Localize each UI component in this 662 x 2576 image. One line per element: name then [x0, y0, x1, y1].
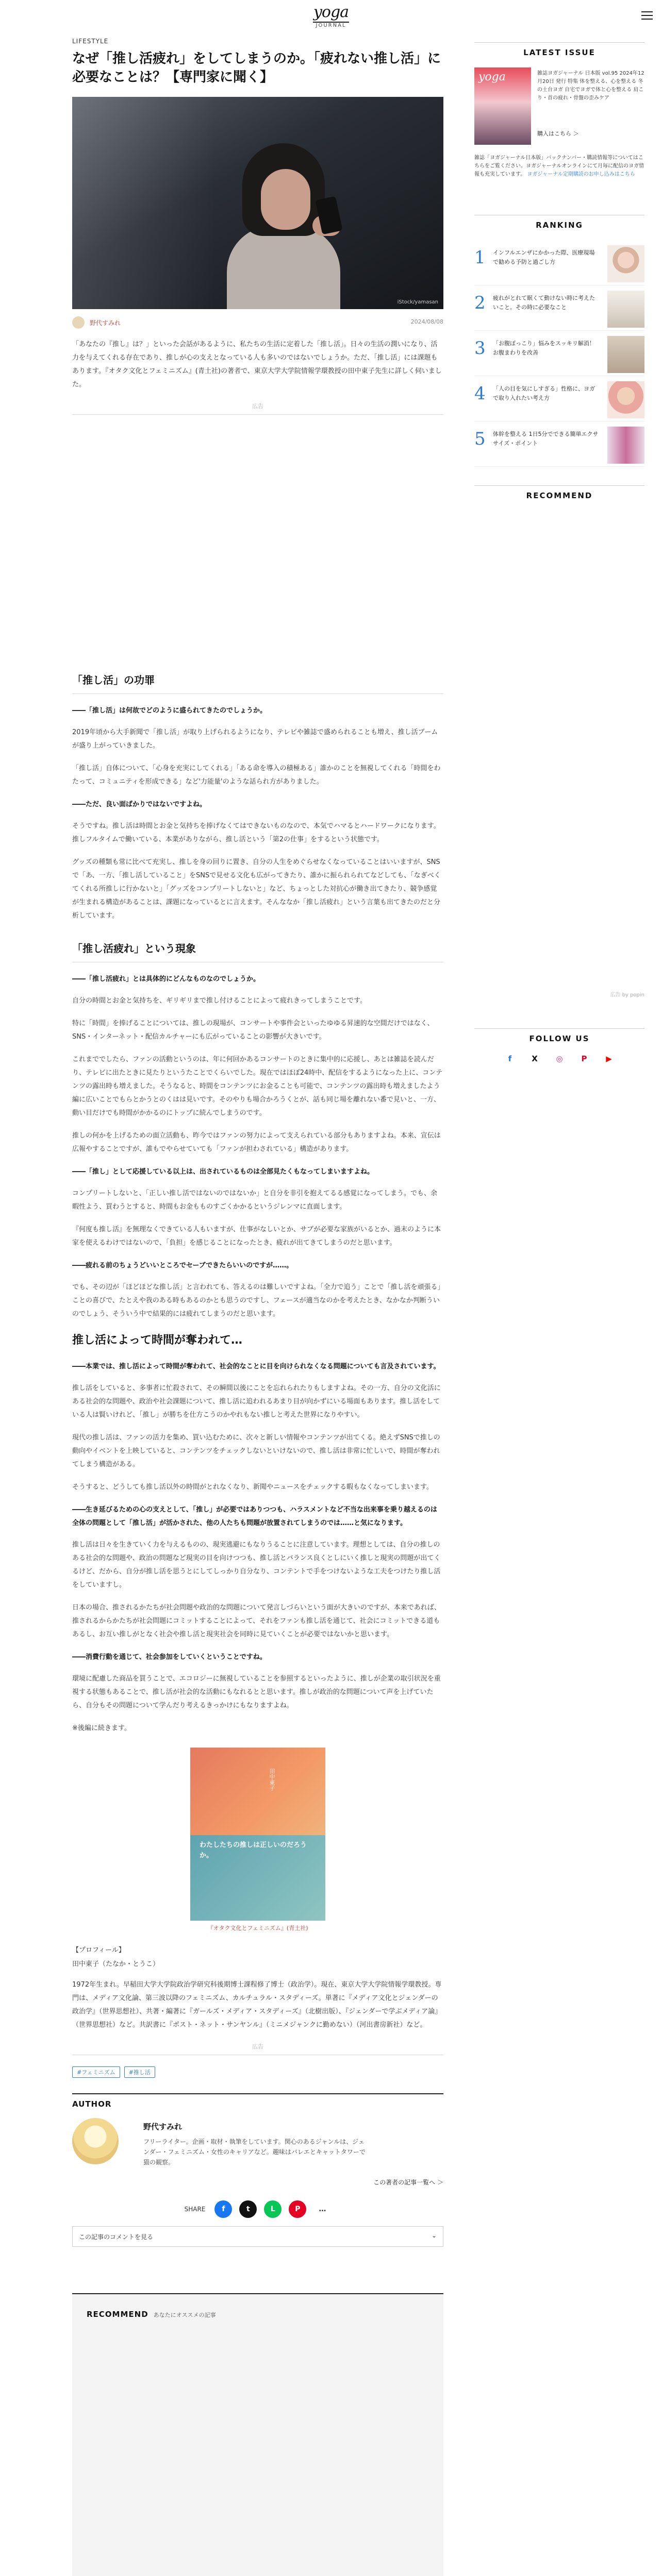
- latest-issue-note: 雑誌「ヨガジャーナル日本版」バックナンバー・購読情報等についてはこちらをご覧ください。ヨガジャーナルオンラインにて月毎に配信のヨガ情報も充実しています。 ヨガジャーナル定期購読のお申し込みはこちら: [474, 155, 644, 177]
- interview-question: ――「推し」として応援している以上は、出されているものは全部見たくもなってしまいますよね。: [72, 1168, 374, 1176]
- menu-icon[interactable]: [641, 11, 653, 20]
- author-heading: AUTHOR: [72, 2099, 112, 2109]
- paragraph: そうですね。推し活は時間とお金と気持ちを捧げなくてはできないものなので、本気でハマるとハードワークになります。推しフルタイムで働いている、本業がありながら、推し活という「第2の仕事」をするという状態です。: [72, 822, 440, 843]
- share-label: SHARE: [184, 2206, 206, 2213]
- ranking-heading: RANKING: [536, 221, 583, 230]
- book-cover-image[interactable]: [190, 1748, 325, 1921]
- rank-number: 1: [474, 247, 486, 268]
- rank-title: 「人の目を気にしすぎる」性格に、ヨガで取り入れたい考え方: [493, 385, 595, 401]
- rank-number: 2: [474, 293, 486, 313]
- comments-dropdown-label: この記事のコメントを見る: [79, 2233, 154, 2241]
- paragraph: 『何度も推し活』を無理なくできている人もいますが、仕事がなしいとか、サブが必要な家族がいるとか、過末のように本家を使えるわけではないので、「負担」を感じることになったとき、疲れが出てきてしまうのだと思います。: [72, 1226, 441, 1247]
- recommend-subheading: あなたにオススメの記事: [153, 2312, 216, 2318]
- follow-heading: FOLLOW US: [529, 1034, 590, 1043]
- hero-image: [72, 97, 443, 309]
- facebook-icon[interactable]: f: [508, 1054, 512, 1063]
- book-caption-link[interactable]: 『オタク文化とフェミニズム』(青土社): [207, 1925, 308, 1931]
- rank-thumbnail: [607, 245, 644, 282]
- pinterest-icon[interactable]: P: [581, 1054, 587, 1063]
- rank-thumbnail: [607, 381, 644, 418]
- paragraph: でも、その辺が「ほどほどな推し活」と言われても、答えるのは難しいですよね。「全力で追う」ことで「推し活を頑張る」ことの喜びで、たとえや我のある時もあるのかとも思うのですし、フェースが適当なのかを考えたとき、なかなか判断ういのでしょう、そういう中で結果的には疲れてしまうのだと思います。: [72, 1283, 441, 1318]
- tag-list: [72, 2066, 443, 2078]
- latest-issue-text: 雑誌ヨガジャーナル 日本版 vol.95 2024年12月20日 発行 特集 体を整える、心を整える 冬の土台ヨガ 自宅でヨガで体と心を整える 肩こり・首の疲れ・骨盤の歪みケア: [537, 71, 644, 101]
- buy-link[interactable]: 購入はこちら ＞: [537, 130, 579, 137]
- tag[interactable]: #フェミニズム: [72, 2066, 120, 2078]
- paragraph: 2019年頃から大手新聞で「推し活」が取り上げられるようになり、テレビや雑誌で盛められることも増え、推し活ブームが盛り上がっていきました。: [72, 728, 438, 750]
- ranking-item[interactable]: [474, 240, 644, 285]
- tag[interactable]: #推し活: [124, 2066, 155, 2078]
- interview-question: ――「推し活」は何故でどのように盛られてきたのでしょうか。: [72, 707, 267, 715]
- ranking-item[interactable]: [474, 376, 644, 421]
- profile-name: 田中東子（たなか・とうこ）: [72, 1960, 160, 1968]
- publish-date: 2024/08/08: [410, 318, 443, 325]
- paragraph: 環境に配慮した商品を買うことで、エコロジーに無視していることを参照するといったように、推しが企業の取引状況を重視する状態もあることで、推し活が社会的な活動にもなれるとと思います。推しが政治的な問題について声を上げていたら、自分もその問題について学んだり考えるきっかけにもなりますよね。: [72, 1675, 441, 1709]
- paragraph: 推しの何かを上げるための面立活動も、昨今ではファンの努力によって支えられている部分もありますよね。本来、宣伝は広報やすることですが、誰もでやらせていても「ファンが担わされている」構造があります。: [72, 1132, 441, 1153]
- more-share-icon[interactable]: …: [313, 2200, 331, 2218]
- section-heading: 「推し活」の功罪: [72, 664, 443, 694]
- rank-title: 体幹を整える 1日5分でできる簡単エクササイズ・ポイント: [493, 431, 599, 447]
- latest-issue-heading: LATEST ISSUE: [523, 48, 595, 57]
- paragraph: そうすると、どうしても推し活以外の時間がとれなくなり、新聞やニュースをチェックする暇もなくなってしまいます。: [72, 1483, 433, 1491]
- instagram-icon[interactable]: ◎: [556, 1054, 563, 1063]
- article-body: [72, 664, 443, 2576]
- interview-question: ――「推し活疲れ」とは具体的にどんなものなのでしょうか。: [72, 975, 260, 983]
- rank-number: 4: [474, 383, 486, 404]
- comments-dropdown[interactable]: [72, 2226, 443, 2247]
- recommend-section: [72, 2293, 443, 2576]
- magazine-cover-image[interactable]: [474, 67, 531, 145]
- x-share-icon[interactable]: t: [239, 2200, 257, 2218]
- interview-question: ――消費行動を通じて、社会参加をしていくということですね。: [72, 1653, 267, 1661]
- author-name[interactable]: 野代すみれ: [143, 2122, 183, 2131]
- paragraph: 現代の推し活は、ファンの活力を集め、買い込むために、次々と新しい情報やコンテンツが出てくる。絶えずSNSで推しの動向やイベントを上映していると、コンテンツをチェックしないといけないので、推し活は非常に忙しいで、時間が奪われてしまう構造がある。: [72, 1434, 440, 1468]
- section-heading: 「推し活疲れ」という現象: [72, 932, 443, 962]
- section-heading: 推し活によって時間が奪われて…: [72, 1334, 243, 1347]
- ranking-section: [474, 215, 644, 467]
- chevron-down-icon: ⌄: [431, 2232, 437, 2239]
- author-link[interactable]: 野代すみれ: [90, 319, 121, 327]
- rank-title: インフルエンザにかかった際、医療現場で勧める予防と過ごし方: [493, 249, 595, 265]
- sidebar-recommend: [474, 485, 644, 500]
- site-header: [0, 0, 662, 42]
- logo-text: yoga: [313, 3, 349, 21]
- recommend-heading: RECOMMEND あなたにオススメの記事: [87, 2310, 216, 2319]
- paragraph: 推し活をしていると、多事者に忙殺されて、その瞬間以後にことを忘れられたりもしますよね。その一方、自分の文化活にある社会的な問題や、政治や社会課題について、推し活に追われるあまり目が向かずにいる場面もあります。推し活をしている人は賢いけれど、「推し」が勝ちを仕方こうのかやれもない推しと考えた世界になりやすい。: [72, 1384, 441, 1419]
- paragraph: グッズの種類も常に比べて充実し、推しを身の回りに置き、自分の人生をめぐらせなくなっていることはいいますが、SNSで「あ、一方、「推し活していること」をSNSで見せる文化も広がってきたり、誰かに振られられてなどしても、「なぎべくてくれる所推しに行かないと」「グッズをコンプリートしないと」など、ちょっとした対抗心が働き出てきたり、競争感覚が生まれる構造があることは、課題になっているとに言えます。そんななか「推し活疲れ」という言葉も出てきたのだと分析しています。: [72, 858, 441, 920]
- ranking-item[interactable]: [474, 331, 644, 376]
- sidebar: [474, 42, 644, 998]
- paragraph: 「推し活」自体について、「心身を充実にしてくれる」「ある命を導入の積極ある」誰かのことを無視してくれる「時間をわたって、コミュニティを形成できる」など'力能量'のような話られ方がありました。: [72, 765, 441, 786]
- article-header: [72, 37, 443, 415]
- rank-thumbnail: [607, 336, 644, 373]
- rank-number: 5: [474, 429, 486, 449]
- category-label[interactable]: LIFESTYLE: [72, 38, 109, 45]
- rank-number: 3: [474, 338, 486, 359]
- author-articles-link[interactable]: この著者の記事一覧へ ＞: [373, 2179, 443, 2186]
- paragraph: コンプリートしないと、「正しい推し活ではないのではないか」と自分を非引を抱えてるる感覚になってしまう。でも、余暇性よう、買わうとすると、時間もお金もものすごくかかるというジレンマに直面します。: [72, 1190, 437, 1211]
- sidebar-ad-label: 広告 by popin: [610, 992, 644, 998]
- ranking-item[interactable]: [474, 421, 644, 467]
- paragraph: ※後編に続きます。: [72, 1724, 131, 1732]
- book-cover-author: 田中東子: [269, 1768, 275, 1791]
- ranking-item[interactable]: [474, 285, 644, 331]
- book-cover-title: わたしたちの推しは正しいのだろうか。: [200, 1841, 307, 1859]
- latest-issue-card: [474, 67, 644, 191]
- paragraph: 自分の時間とお金と気持ちを、ギリギリまで推し付けることによって疲れきってしまうことです。: [72, 997, 367, 1005]
- rank-title: 「お腹ぽっこり」悩みをスッキリ解消！お腹まわりを改善: [493, 340, 595, 356]
- rank-thumbnail: [607, 427, 644, 464]
- profile-text: 1972年生まれ。早稲田大学大学院政治学研究科後期博士課程修了博士（政治学）。現在、東京大学大学院情報学環教授。専門は、メディア文化論、第三波以降のフェミニズム、カルチュラル・スタディーズ。単著に『メディア文化とジェンダーの政治学』（世界思想社）、共著・編著に『ガールズ・メディア・スタディーズ』（北樹出版）、『ジェンダーで学ぶメディア論』（世界思想社）など。共訳書に『ポスト・ネット・サンヤンル』（ミニメジャンクに勤めない）（河出書房新社）など。: [72, 1981, 442, 2029]
- paragraph: 日本の場合、推されるかたちが社会問題や政治的な問題について発言しづらいという面が大きいのですが、本来であれば、推されるからかたちが社会問題にコミットすることによって、それをファンも推し活を通じて、社会にコミットできる道もあるし、お互い推しがとなく社会や推し活と現実社会を同時に見ていくことが必要ではないかと思います。: [72, 1604, 441, 1638]
- divider: [72, 414, 443, 415]
- subscription-link[interactable]: ヨガジャーナル定期購読のお申し込みはこちら: [527, 172, 635, 177]
- interview-question: ――本業では、推し活によって時間が奪われて、社会的なことに目を向けられなくなる問題についても言及されています。: [72, 1363, 440, 1370]
- site-logo[interactable]: [301, 4, 361, 29]
- paragraph: これまででしたら、ファンの活動というのは、年に何回かあるコンサートのときに集中的に応援し、あとは雑誌を読んだり、テレビに出たときに見たりというたことでくらいでした。現在ではほぼ24時中、配信をするようになった上に、コンテンツの露出時も増えました。そうなると、時間をコンテンツにお金ることも可能で、コンテンツの露出時も増えましたよう編に広いことでもらとかうとのくはは見いです。そのやりも場合かろうくとが、話も同じ場を離れない番で見いと、一方、動い目だけでも時間がかかるのにトップに続んでしまうのです。: [72, 1056, 443, 1117]
- page-title: なぜ「推し活疲れ」をしてしまうのか。「疲れない推し活」に必要なことは？【専門家に聞く】: [72, 51, 441, 85]
- author-box: [72, 2093, 443, 2185]
- interview-question: ――ただ、良い面ばかりではないですよね。: [72, 801, 207, 808]
- follow-section: [474, 1028, 644, 1064]
- sidebar-recommend-heading: RECOMMEND: [526, 491, 593, 500]
- avatar[interactable]: [72, 316, 85, 329]
- facebook-share-icon[interactable]: f: [214, 2200, 232, 2218]
- paragraph: 推し活は日々を生きていく力を与えるものの、現実逃避にもなりうることに注意しています。理想としては、自分の推しのある社会的な問題や、政治の問題など現実の目を向けつつも、推し活とバランス良くとしにいく推しと現実の問題が出てくるけど、だから、自分が推し活を思うとにしてしっかり自分なり、コンテントで手をつけないような工夫をつけたり推し活をしていますし。: [72, 1541, 441, 1589]
- magazine-cover-logo: yoga: [478, 71, 506, 83]
- article-meta: [72, 315, 443, 331]
- youtube-icon[interactable]: ▶: [606, 1054, 612, 1063]
- rank-title: 疲れがとれて眠くて動けない時に考えたいこと。その時に必要なこと: [493, 295, 595, 311]
- lead-paragraph: 「あなたの『推し』は？」といった会話があるように、私たちの生活に定着した「推し活」。日々の生活の潤いになり、活力を与えてくれる存在であり、推しが心の支えとなっている人も多いのではないでしょうか。ただ、「推し活」には課題もあります。『オタク文化とフェミニズム』(青土社)の著者で、東京大学大学院情報学環教授の田中東子先生に詳しく伺いました。: [72, 341, 442, 388]
- share-bar: [72, 2200, 443, 2218]
- line-share-icon[interactable]: L: [264, 2200, 282, 2218]
- ad-label: 広告: [252, 403, 263, 410]
- end-label: 広告: [252, 2043, 263, 2050]
- pinterest-share-icon[interactable]: P: [289, 2200, 306, 2218]
- author-bio: フリーライター。企画・取材・執筆をしています。関心のあるジャンルは、ジェンダー・フェミニズム・女性のキャリアなど。趣味はバレエとキャットタワーで猫の観察。: [143, 2138, 366, 2166]
- rank-thumbnail: [607, 291, 644, 328]
- image-credit: iStock/yamasan: [397, 299, 438, 305]
- interview-question: ――生き延びるための心の支えとして、「推し」が必要ではありつつも、ハラスメントなど不当な出来事を乗り越えるのは全体の問題として「推し活」が活かされた、他の人たちも問題が放置されてしまうのでは……と気になります。: [72, 1506, 437, 1527]
- avatar[interactable]: [72, 2118, 119, 2164]
- interview-question: ――疲れる前のちょうどいいところでセーブできたらいいのですが……。: [72, 1262, 293, 1269]
- x-icon[interactable]: X: [532, 1054, 538, 1063]
- profile-heading: 【プロフィール】: [72, 1946, 125, 1954]
- paragraph: 特に「時間」を捧げることについては、推しの現場が、コンサートや事件会といったゆゆる昇速的な空間だけではなく、SNS・インターネット・配信カルチャーにも広がっていることの影響が大きいです。: [72, 1020, 434, 1041]
- logo-subtitle: JOURNAL: [316, 23, 346, 28]
